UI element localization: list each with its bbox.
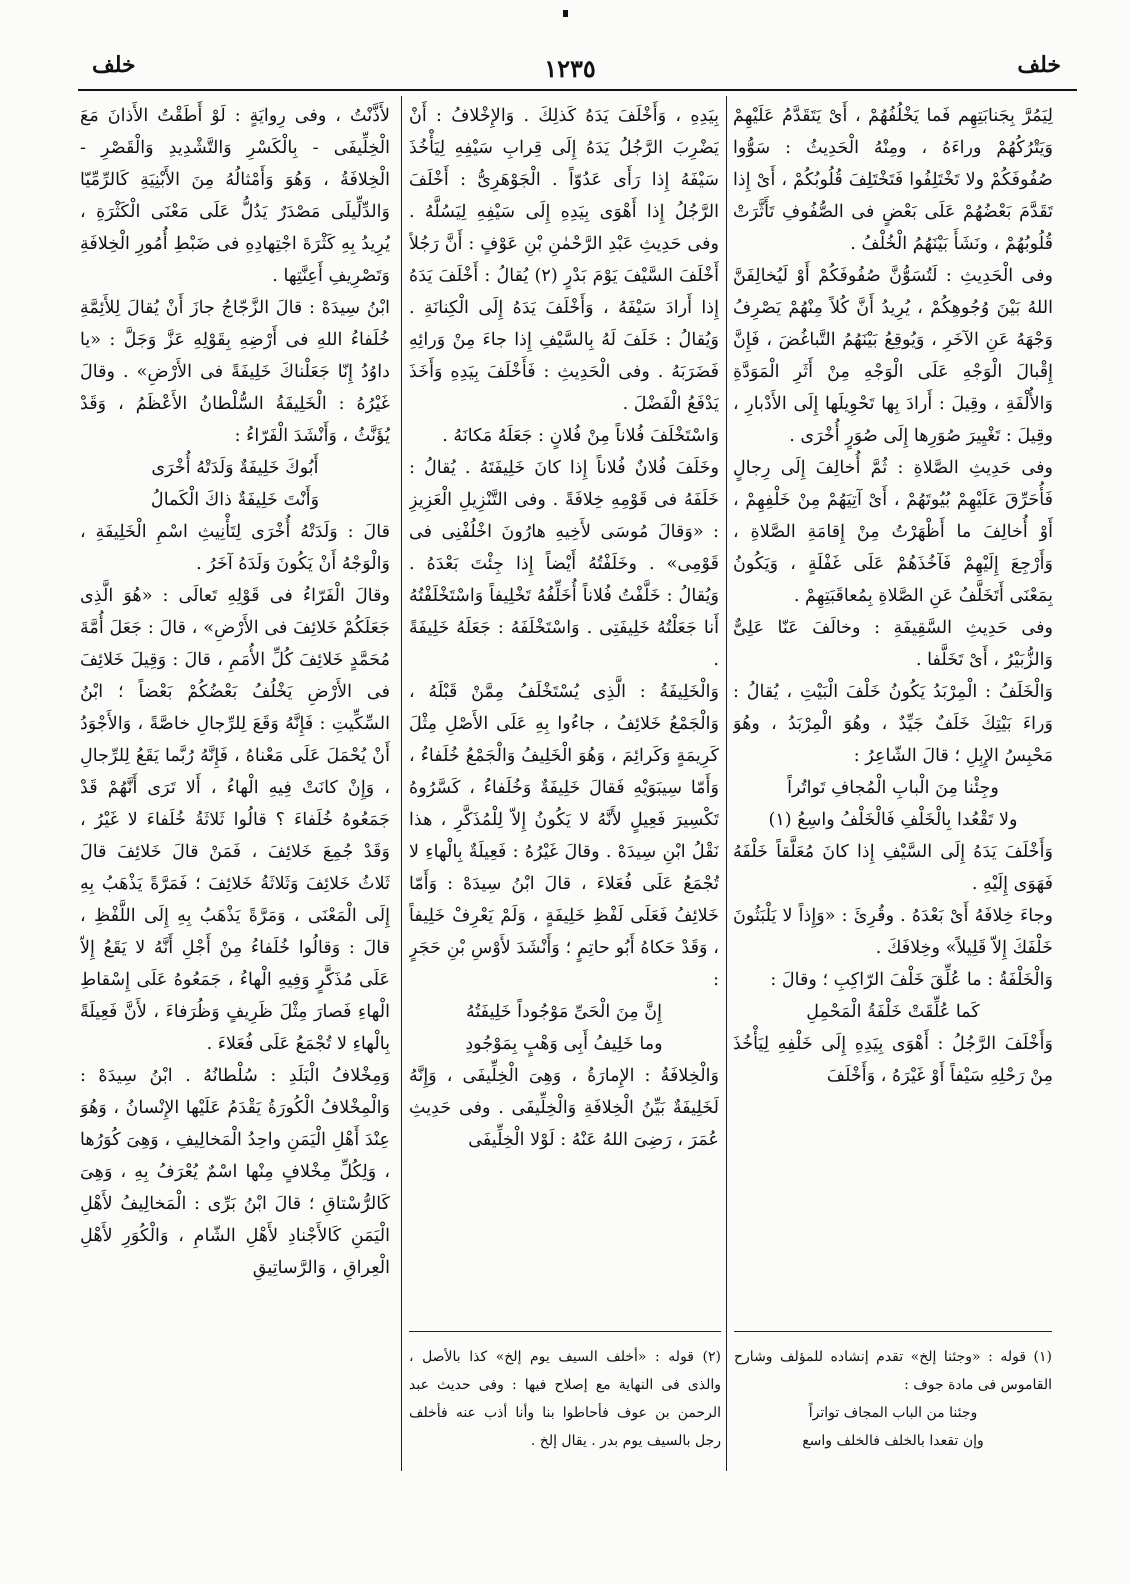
verse-line: وَأَنْتَ خَلِيفَةٌ ذاكَ الْكَمالُ xyxy=(150,490,320,510)
footnote-verse: وإن تقعدا بالخلف فالخلف واسع xyxy=(802,1433,984,1449)
footnote-rule xyxy=(734,1331,1052,1332)
paragraph: ابْنُ سِيدَهْ : قالَ الزَّجّاجُ جازَ أَنْ يُقالَ لِلأَئِمَّةِ خُلَفاءُ اللهِ فى أَرْضِهِ بِقَوْلِهِ عَزَّ وَجَلَّ : «يا داوُدُ إِنّا جَعَلْناكَ خَلِيفَةً فى الأَرْضِ» . وقالَ غَيْرُهُ : الْخَلِيفَةُ السُّلْطانُ الأَعْظَمُ ، وَقَدْ يُؤَنَّثُ ، وَأَنْشَدَ الْفَرّاءُ : xyxy=(80,298,390,446)
paragraph: وفى حَدِيثِ السَّقِيفَةِ : وخالَفَ عَنّا عَلِىٌّ وَالزُّبَيْرُ ، أَىْ تَخَلَّفا . xyxy=(733,618,1053,670)
paragraph: وَأَخْلَفَ يَدَهُ إِلَى السَّيْفِ إِذا كانَ مُعَلَّقاً خَلْفَهُ فَهَوَى إِلَيْهِ . xyxy=(733,842,1053,894)
footnote-verse: وجئنا من الباب المجاف تواتراً xyxy=(808,1405,978,1421)
page-number: ١٢٣٥ xyxy=(544,54,596,83)
footnote-2 xyxy=(409,1343,721,1503)
paragraph: وجاءَ خِلافَهُ أَىْ بَعْدَهُ . وقُرِئَ : «وَإِذاً لا يَلْبَثُونَ خَلْفَكَ إِلاّ قَلِيلاً» وخِلافَكَ . xyxy=(733,906,1053,958)
column-divider xyxy=(401,96,402,1471)
page-mark xyxy=(563,10,568,17)
column-divider xyxy=(726,96,727,1471)
column-left xyxy=(80,100,390,1325)
footnote-text: (٢) قوله : «أخلف السيف يوم إلخ» كذا بالأصل ، والذى فى النهاية مع إصلاح فيها : وفى حديث عبد الرحمن بن عوف فأحاطوا بنا وأنا أذب عنه فأخلف رجل بالسيف يوم بدر . يقال إلخ . xyxy=(409,1349,721,1449)
footnote-text: (١) قوله : «وجئنا إلخ» تقدم إنشاده للمؤلف وشارح القاموس فى مادة جوف : xyxy=(734,1349,1052,1393)
paragraph: وفى الْحَدِيثِ : لَتُسَوُّنَّ صُفُوفَكُمْ أَوْ لَيُخالِفَنَّ اللهُ بَيْنَ وُجُوهِكُمْ ، يُرِيدُ أَنَّ كُلاً مِنْهُمْ يَصْرِفُ وَجْهَهُ عَنِ الآخَرِ ، وَيُوقِعُ بَيْنَهُمُ التَّباغُضَ ، فَإِنَّ إِقْبالَ الْوَجْهِ عَلَى الْوَجْهِ مِنْ أَثَرِ الْمَوَدَّةِ وَالأُلْفَةِ ، وقِيلَ : أَرادَ بِها تَحْوِيلَها إِلَى الأَدْبارِ ، وقِيلَ : تَغْيِيرَ صُوَرِها إِلَى صُوَرٍ أُخْرَى . xyxy=(733,266,1053,446)
paragraph: وخَلَفَ فُلانٌ فُلاناً إِذا كانَ خَلِيفَتَهُ . يُقالُ : خَلَفَهُ فى قَوْمِهِ خِلافَةً . وفى التَّنْزِيلِ الْعَزِيزِ : «وَقالَ مُوسَى لأَخِيهِ هارُونَ اخْلُفْنِى فى قَوْمِى» . وخَلَفْتُهُ أَيْضاً إِذا جِئْتَ بَعْدَهُ . وَيُقالُ : خَلَّفْتُ فُلاناً أُخَلِّفُهُ تَخْلِيفاً وَاسْتَخْلَفْتُهُ أَنا جَعَلْتُهُ خَلِيفَتِى . وَاسْتَخْلَفَهُ : جَعَلَهُ خَلِيفَةً . xyxy=(409,458,719,670)
verse-line: كَما عُلِّقَتْ خَلْفَةُ الْمَحْمِلِ xyxy=(806,1002,980,1022)
paragraph: وَالْخِلافَةُ : الإِمارَةُ ، وَهِىَ الْخِلِّيفَى ، وَإِنَّهُ لَخَلِيفَةٌ بَيِّنُ الْخِلافَةِ وَالْخِلِّيفَى . وفى حَدِيثِ عُمَرَ ، رَضِىَ اللهُ عَنْهُ : لَوْلا الْخِلِّيفَى xyxy=(409,1066,719,1150)
column-right xyxy=(733,100,1053,1325)
column-middle xyxy=(409,100,719,1325)
paragraph: قالَ : وَلَدَتْهُ أُخْرَى لِتَأْنِيثِ اسْمِ الْخَلِيفَةِ ، وَالْوَجْهُ أَنْ يَكُونَ وَلَدَهُ آخَرُ . xyxy=(80,522,390,574)
paragraph: وقالَ الْفَرّاءُ فى قَوْلِهِ تَعالَى : «هُوَ الَّذِى جَعَلَكُمْ خَلائِفَ فى الأَرْضِ» ، قالَ : جَعَلَ أُمَّةَ مُحَمَّدٍ خَلائِفَ كُلِّ الأُمَمِ ، قالَ : وَقِيلَ خَلائِفَ فى الأَرْضِ يَخْلُفُ بَعْضُكُمْ بَعْضاً ؛ ابْنُ السِّكِّيتِ : فَإِنَّهُ وَقَعَ لِلرِّجالِ خاصَّةً ، وَالأَجْوَدُ أَنْ يُحْمَلَ عَلَى مَعْناهُ ، فَإِنَّهُ رُبَّما يَقَعُ لِلرِّجالِ ، وَإِنْ كانَتْ فِيهِ الْهاءُ ، أَلا تَرَى أَنَّهُمْ قَدْ جَمَعُوهُ خُلَفاءَ ؟ قالُوا ثَلاثَةُ خُلَفاءَ لا غَيْرُ ، وَقَدْ جُمِعَ خَلائِفَ ، فَمَنْ قالَ خَلائِفَ قالَ ثَلاثُ خَلائِفَ وَثَلاثَةُ خَلائِفَ ؛ فَمَرَّةً يَذْهَبُ بِهِ إِلَى الْمَعْنَى ، وَمَرَّةً يَذْهَبُ بِهِ إِلَى اللَّفْظِ ، قالَ : وَقالُوا خُلَفاءُ مِنْ أَجْلِ أَنَّهُ لا يَقَعُ إِلاّ عَلَى مُذَكَّرٍ وَفِيهِ الْهاءُ ، جَمَعُوهُ عَلَى إِسْقاطِ الْهاءِ فَصارَ مِثْلَ ظَرِيفٍ وَظُرَفاءَ ، لأَنَّ فَعِيلَةً بِالْهاءِ لا تُجْمَعُ عَلَى فُعَلاءَ . xyxy=(80,586,390,1054)
paragraph: وَالْخَلْفَةُ : ما عُلِّقَ خَلْفَ الرّاكِبِ ؛ وقالَ : xyxy=(770,970,1053,990)
header-rule xyxy=(78,89,1077,91)
paragraph: وَاسْتَخْلَفَ فُلاناً مِنْ فُلانٍ : جَعَلَهُ مَكانَهُ . xyxy=(442,426,719,446)
header-word-left: خلف xyxy=(92,52,136,78)
paragraph: بِيَدِهِ ، وَأَخْلَفَ يَدَهُ كَذلِكَ . وَالإِخْلافُ : أَنْ يَضْرِبَ الرَّجُلُ يَدَهُ إِلَى قِرابِ سَيْفِهِ لِيَأْخُذَ سَيْفَهُ إِذا رَأَى عَدُوّاً . الْجَوْهَرِىُّ : أَخْلَفَ الرَّجُلُ إِذا أَهْوَى بِيَدِهِ إِلَى سَيْفِهِ لِيَسُلَّهُ . وفى حَدِيثِ عَبْدِ الرَّحْمٰنِ بْنِ عَوْفٍ : أَنَّ رَجُلاً أَخْلَفَ السَّيْفَ يَوْمَ بَدْرٍ (٢) يُقالُ : أَخْلَفَ يَدَهُ إِذا أَرادَ سَيْفَهُ ، وَأَخْلَفَ يَدَهُ إِلَى الْكِنانَةِ . وَيُقالُ : خَلَفَ لَهُ بِالسَّيْفِ إِذا جاءَ مِنْ وَرائِهِ فَضَرَبَهُ . وفى الْحَدِيثِ : فَأَخْلَفَ بِيَدِهِ وَأَخَذَ يَدْفَعُ الْفَضْلَ . xyxy=(409,106,719,414)
header-word-right: خلف xyxy=(1017,52,1061,78)
paragraph: لِيَمُرَّ بِجَنابَتِهِم فَما يَخْلُفُهُمْ ، أَىْ يَتَقَدَّمُ عَلَيْهِمْ وَيَتْرُكُهُمْ وراءَهُ ، ومِنْهُ الْحَدِيثُ : سَوُّوا صُفُوفَكُمْ ولا تَخْتَلِفُوا فَتَخْتَلِفَ قُلُوبُكُمْ ، أَىْ إِذا تَقَدَّمَ بَعْضُهُمْ عَلَى بَعْضٍ فى الصُّفُوفِ تَأَثَّرَتْ قُلُوبُهُمْ ، ونَشَأَ بَيْنَهُمُ الْخُلْفُ . xyxy=(733,106,1053,254)
paragraph: لأَذَّنْتُ ، وفى رِوايَةٍ : لَوْ أَطَقْتُ الأَذانَ مَعَ الْخِلِّيفَى - بِالْكَسْرِ وَالتَّشْدِيدِ وَالْقَصْرِ - الْخِلافَةُ ، وَهُوَ وَأَمْثالُهُ مِنَ الأَبْنِيَةِ كَالرِّمِّيّا وَالدِّلِّيلَى مَصْدَرٌ يَدُلُّ عَلَى مَعْنَى الْكَثْرَةِ ، يُرِيدُ بِهِ كَثْرَةَ اجْتِهادِهِ فى ضَبْطِ أُمُورِ الْخِلافَةِ وَتَصْرِيفِ أَعِنَّتِها . xyxy=(80,106,390,286)
verse-line: أَبُوكَ خَلِيفَةٌ وَلَدَتْهُ أُخْرَى xyxy=(151,458,319,478)
paragraph: وفى حَدِيثِ الصَّلاةِ : ثُمَّ أُخالِفَ إِلَى رِجالٍ فَأُحَرِّقَ عَلَيْهِمْ بُيُوتَهُمْ ، أَىْ آتِيَهُمْ مِنْ خَلْفِهِمْ ، أَوْ أُخالِفَ ما أَظْهَرْتُ مِنْ إِقامَةِ الصَّلاةِ ، وَأَرْجِعَ إِلَيْهِمْ فَآخُذَهُمْ عَلَى غَفْلَةٍ ، وَيَكُونُ بِمَعْنَى أَتَخَلَّفُ عَنِ الصَّلاةِ بِمُعاقَبَتِهِمْ . xyxy=(733,458,1053,606)
paragraph: وَالْخَلَفُ : الْمِرْبَدُ يَكُونُ خَلْفَ الْبَيْتِ ، يُقالُ : وَراءَ بَيْتِكَ خَلَفٌ جَيِّدٌ ، وهُوَ الْمِرْبَدُ ، وهُوَ مَحْبِسُ الإِبِلِ ؛ قالَ الشّاعِرُ : xyxy=(733,682,1053,766)
paragraph: وَأَخْلَفَ الرَّجُلُ : أَهْوَى بِيَدِهِ إِلَى خَلْفِهِ لِيَأْخُذَ مِنْ رَحْلِهِ سَيْفاً أَوْ غَيْرَهُ ، وَأَخْلَفَ xyxy=(733,1034,1053,1086)
verse-line: إِنَّ مِنَ الْحَىِّ مَوْجُوداً خَلِيفَتُهُ xyxy=(465,1002,663,1022)
paragraph: وَمِخْلافُ الْبَلَدِ : سُلْطانُهُ . ابْنُ سِيدَهْ : وَالْمِخْلافُ الْكُورَةُ يَقْدَمُ عَلَيْها الإِنْسانُ ، وَهُوَ عِنْدَ أَهْلِ الْيَمَنِ واحِدُ الْمَخالِيفِ ، وَهِىَ كُوَرُها ، وَلِكُلِّ مِخْلافٍ مِنْها اسْمٌ يُعْرَفُ بِهِ ، وَهِىَ كَالرُّسْتاقِ ؛ قالَ ابْنُ بَرِّى : الْمَخالِيفُ لأَهْلِ الْيَمَنِ كَالأَجْنادِ لأَهْلِ الشّامِ ، وَالْكُوَرِ لأَهْلِ الْعِراقِ ، وَالرَّساتِيقِ xyxy=(80,1066,390,1278)
footnote-1 xyxy=(734,1343,1052,1503)
verse-line: ولا تَقْعُدا بِالْخَلْفِ فَالْخَلْفُ واسِعُ (١) xyxy=(768,810,1018,830)
paragraph: وَالْخَلِيفَةُ : الَّذِى يُسْتَخْلَفُ مِمَّنْ قَبْلَهُ ، وَالْجَمْعُ خَلائِفُ ، جاءُوا بِهِ عَلَى الأَصْلِ مِثْلَ كَرِيمَةٍ وَكَرائِمَ ، وَهُوَ الْخَلِيفُ وَالْجَمْعُ خُلَفاءُ ، وَأَمّا سِيبَوَيْهِ فَقالَ خَلِيفَةٌ وَخُلَفاءُ ، كَسَّرُوهُ تَكْسِيرَ فَعِيلٍ لأَنَّهُ لا يَكُونُ إِلاّ لِلْمُذَكَّرِ ، هذا نَقْلُ ابْنِ سِيدَهْ . وقالَ غَيْرُهُ : فَعِيلَةٌ بِالْهاءِ لا تُجْمَعُ عَلَى فُعَلاءَ ، قالَ ابْنُ سِيدَهْ : وَأَمّا خَلائِفُ فَعَلَى لَفْظِ خَلِيفَةٍ ، وَلَمْ يَعْرِفْ خَلِيفاً ، وَقَدْ حَكاهُ أَبُو حاتِمٍ ؛ وَأَنْشَدَ لأَوْسِ بْنِ حَجَرٍ : xyxy=(409,682,719,990)
verse-line: وما خَلِيفُ أَبِى وَهْبٍ بِمَوْجُودِ xyxy=(465,1034,663,1054)
verse-line: وجِئْنا مِنَ الْبابِ الْمُجافِ تَواتُراً xyxy=(787,778,999,798)
footnote-rule xyxy=(409,1331,721,1332)
